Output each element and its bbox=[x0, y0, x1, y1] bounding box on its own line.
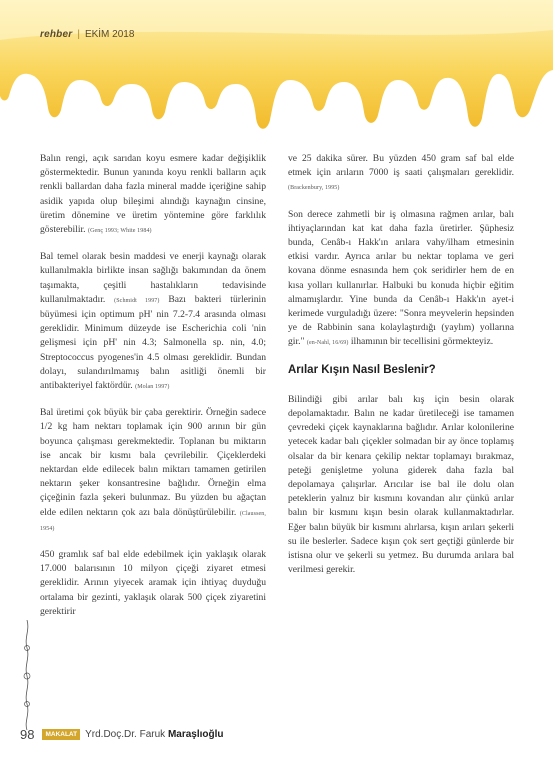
paragraph: Bal üretimi çok büyük bir çaba gerektirir. Örneğin sadece 1/2 kg ham nektarı toplamak için 900 arının bir gün boyunca çalışması gerekmektedir. Toplanan bu miktarın ise ancak bir kısmı bala çevrilebilir. Çiçeklerdeki nektardan elde edilecek balın miktarı tamamen getirilen nektarın şeker konsantresine bağlıdır. Örneğin elma çiçeğinin fazla şekeri bulunmaz. Bu yüzden bu ağaçtan elde edilen nektarın çok azı bala dönüştürülebilir. (Claussen, 1954) bbox=[40, 407, 266, 532]
author-name: Yrd.Doç.Dr. Faruk Maraşlıoğlu bbox=[85, 729, 224, 740]
magazine-brand: rehber bbox=[40, 29, 73, 40]
citation: (Molan 1997) bbox=[135, 384, 170, 391]
paragraph: Son derece zahmetli bir iş olmasına rağmen arılar, balı ihtiyaçlarından kat kat daha fazla üretirler. Şüphesiz bunda, Cenâb-ı Hakk'ın arılara vahy/ilham etmesinin etkisi vardır. Ayrıca arılar bu nektar toplama ve geri kovana dönme esnasında hem çok seridirler hem de en kısa yolları kullanırlar. Halbuki bu konuda hiçbir eğitim almamışlardır. Yine bunda da Cenâb-ı Hakk'ın ayet-i kerimede vurguladığı üzere: "Sonra meyvelerin hepsinden ye de Rabbinin sana kolaylaştırdığı (yaylım) yollarına gir." (en-Nahl, 16/69) ilhamının bir tecellisini görmekteyiz. bbox=[288, 208, 514, 348]
citation: (Schmidt 1997) bbox=[114, 297, 160, 304]
page-footer bbox=[14, 727, 224, 742]
page-number: 98 bbox=[20, 727, 35, 742]
paragraph: Bal temel olarak besin maddesi ve enerji kaynağı olarak kullanılmakla birlikte insan sağlığı bakımından da önem taşımakta, çeşitli hastalıkların tedavisinde kullanılmaktadır. (Schmidt 1997) Bazı bakteri türlerinin büyümesi için optimum pH' nin 7.2-7.4 arasında olması gereklidir. Minimum düzeyde ise Escherichia coli 'nin gelişmesi için pH' nin 4.3; Salmonella sp. nin, 4.0; Streptococcus pyogenes'in 4.5 olması gereklidir. Bundan dolayı, sulandırılmamış balın asitliği önemli bir antibakteriyel faktördür. (Molan 1997) bbox=[40, 251, 266, 392]
citation: (en-Nahl, 16/69) bbox=[306, 340, 349, 347]
paragraph: Balın rengi, açık sarıdan koyu esmere kadar değişiklik göstermektedir. Bunun yanında koyu renkli balların açık renkli ballardan daha fazla mineral madde içeriğine sahip asidik yapıda olup bileşimi alındığı kaynağın cinsine, üretim dönemine ve üretim yöntemine göre farklılık gösterebilir. (Genç 1993; White 1984) bbox=[40, 153, 266, 236]
paragraph: ve 25 dakika sürer. Bu yüzden 450 gram saf bal elde etmek için arıların 7000 iş saati çalışmaları gereklidir. (Brackenbury, 1995) bbox=[288, 153, 514, 192]
paragraph: Bilindiği gibi arılar balı kış için besin olarak depolamaktadır. Balın ne kadar üretileceği ise tamamen çevredeki çiçek kaynaklarına bağlıdır. Arılar kolonilerine yetecek kadar balı çiçekler solmadan bir ay önce toplamış olsalar da bir kenara çekilip nektar toplamayı bırakmaz, peteği genişletme yoluna giderek daha fazla bal depolamaya çalışırlar. Arıcılar ise bal ile dolu olan peteklerin yalnız bir kısmını kovandan alır çünkü arılar balın bir kısmını kışın besin olarak kullanmaktadırlar. Eğer balın büyük bir kısmını alırlarsa, kışın arıları şekerli su ile beslerler. Sadece kışın çok sert geçtiği günlerde bir istisna olur ve şekerli su yetmez. Bu durumda arılara bal verilmesi gerekir. bbox=[288, 393, 514, 576]
running-header bbox=[40, 29, 134, 40]
citation: (Claussen, 1954) bbox=[40, 510, 266, 532]
left-column bbox=[40, 152, 266, 631]
citation: (Genç 1993; White 1984) bbox=[87, 228, 152, 235]
floral-ornament-icon bbox=[20, 620, 34, 730]
section-badge: MAKALAT bbox=[42, 729, 80, 740]
right-column bbox=[288, 152, 514, 589]
issue-date: EKİM 2018 bbox=[84, 29, 135, 40]
header-separator: | bbox=[77, 29, 80, 40]
citation: (Brackenbury, 1995) bbox=[288, 185, 340, 192]
honey-drip-banner bbox=[0, 0, 553, 135]
section-heading: Arılar Kışın Nasıl Beslenir? bbox=[288, 363, 436, 376]
paragraph: 450 gramlık saf bal elde edebilmek için yaklaşık olarak 17.000 balarısının 10 milyon çiçeği ziyaret etmesi gereklidir. Arının yiyecek aramak için ihtiyaç duyduğu ortalama bir gezinti, yaklaşık olarak 500 çiçek ziyaretini gerektirir bbox=[40, 549, 266, 617]
